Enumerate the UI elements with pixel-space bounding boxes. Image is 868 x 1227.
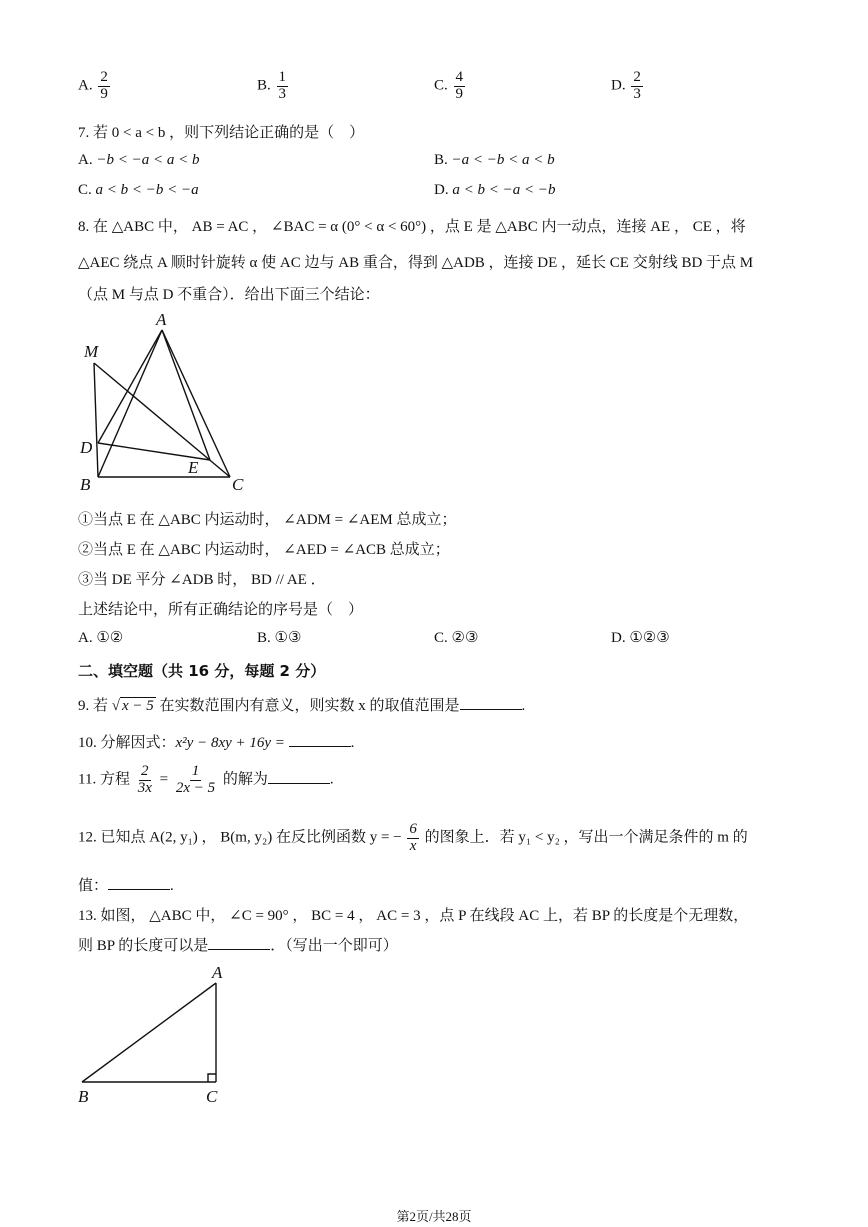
q13-line-1: 13. 如图， △ABC 中， ∠C = 90° ， BC = 4 ， AC = 3 ，点 P 在线段 AC 上，若 BP 的长度是个无理数， bbox=[78, 908, 749, 924]
q8-question: 上述结论中，所有正确结论的序号是（ ） bbox=[78, 602, 364, 618]
q6-option-a: A. $\frac{2}{9}$ bbox=[78, 69, 108, 102]
q13-right-triangle-figure bbox=[70, 960, 240, 1110]
q9: 9. 若 √ x − 5 在实数范围内有意义，则实数 x 的取值范围是 . bbox=[78, 694, 525, 715]
q8-line-2: △AEC 绕点 A 顺时针旋转 α 使 AC 边与 AB 重合，得到 △ADB ，连接 DE ，延长 CE 交射线 BD 于点 M bbox=[78, 255, 754, 271]
segment-bm bbox=[94, 363, 98, 477]
answer-blank[interactable] bbox=[460, 695, 522, 710]
q7-option-b: B. −a < −b < a < b bbox=[434, 152, 555, 168]
fraction: $\frac{2}{3}$ bbox=[633, 69, 641, 102]
q8-triangle-figure bbox=[70, 305, 260, 500]
label-m: M bbox=[84, 342, 99, 361]
q8-option-a: A. ①② bbox=[78, 630, 124, 646]
q8-conclusion-2: ②当点 E 在 △ABC 内运动时， ∠AED = ∠ACB 总成立； bbox=[78, 542, 450, 558]
label-c: C bbox=[206, 1087, 218, 1106]
q7-option-c: C. a < b < −b < −a bbox=[78, 182, 199, 198]
fraction: $\frac{6}{x}$ bbox=[409, 821, 417, 854]
q8-line-1: 8. 在 △ABC 中， AB = AC ， ∠BAC = α (0° < α < 60°) ，点 E 是 △ABC 内一动点，连接 AE ， CE ，将 bbox=[78, 219, 746, 235]
label-c: C bbox=[232, 475, 244, 494]
segment-ab bbox=[82, 983, 216, 1082]
fraction: $\frac{4}{9}$ bbox=[455, 69, 464, 102]
label-a: A bbox=[212, 963, 223, 982]
fraction-right: $\frac{1}{2x - 5}$ bbox=[175, 763, 216, 796]
q7-option-d: D. a < b < −a < −b bbox=[434, 182, 556, 198]
q8-conclusion-1: ①当点 E 在 △ABC 内运动时， ∠ADM = ∠AEM 总成立； bbox=[78, 512, 457, 528]
label-e: E bbox=[188, 458, 199, 477]
label-b: B bbox=[78, 1087, 89, 1106]
right-angle-mark bbox=[208, 1074, 216, 1082]
q12-line-2: 值： . bbox=[78, 874, 174, 895]
label-d: D bbox=[80, 438, 93, 457]
q6-option-c: C. $\frac{4}{9}$ bbox=[434, 69, 464, 102]
q8-option-d: D. ①②③ bbox=[611, 630, 670, 646]
fraction-left: $\frac{2}{3x}$ bbox=[137, 763, 152, 796]
q8-conclusion-3: ③当 DE 平分 ∠ADB 时， BD // AE ． bbox=[78, 572, 326, 588]
answer-blank[interactable] bbox=[289, 732, 351, 747]
q11: 11. 方程 $\frac{2}{3x}$ = $\frac{1}{2x - 5}$ 的解为 . bbox=[78, 763, 334, 796]
q12-line-1: 12. 已知点 A(2, y₁) ， B(m, y₂) 在反比例函数 y = − $\frac{6}{x}$ 的图象上．若 y₁ < y₂ ，写出一个满足条件的 m 的 bbox=[78, 821, 748, 854]
answer-blank[interactable] bbox=[268, 769, 330, 784]
q6-option-b: B. $\frac{1}{3}$ bbox=[257, 69, 287, 102]
q7-option-a: A. −b < −a < a < b bbox=[78, 152, 200, 168]
section-title: 二、填空题（共 16 分，每题 2 分） bbox=[78, 662, 326, 680]
fraction: $\frac{1}{3}$ bbox=[278, 69, 287, 102]
q6-option-d: D. $\frac{2}{3}$ bbox=[611, 69, 641, 102]
segment-ad bbox=[98, 330, 162, 443]
label-a: A bbox=[156, 310, 167, 329]
q8-option-b: B. ①③ bbox=[257, 630, 302, 646]
segment-ab bbox=[98, 330, 162, 477]
answer-blank[interactable] bbox=[108, 875, 170, 890]
answer-blank[interactable] bbox=[208, 935, 270, 950]
radicand: x − 5 bbox=[122, 698, 154, 714]
page-footer: 第2页/共28页 bbox=[396, 1209, 472, 1224]
q8-line-3: （点 M 与点 D 不重合）．给出下面三个结论： bbox=[78, 287, 380, 303]
q10: 10. 分解因式：x²y − 8xy + 16y = . bbox=[78, 731, 354, 752]
q13-line-2: 则 BP 的长度可以是 ．（写出一个即可） bbox=[78, 934, 398, 955]
q7-stem: 7. 若 0 < a < b ，则下列结论正确的是（ ） bbox=[78, 125, 365, 141]
fraction: $\frac{2}{9}$ bbox=[100, 69, 108, 102]
sqrt-symbol: √ bbox=[111, 698, 120, 714]
q8-option-c: C. ②③ bbox=[434, 630, 479, 646]
label-b: B bbox=[80, 475, 91, 494]
